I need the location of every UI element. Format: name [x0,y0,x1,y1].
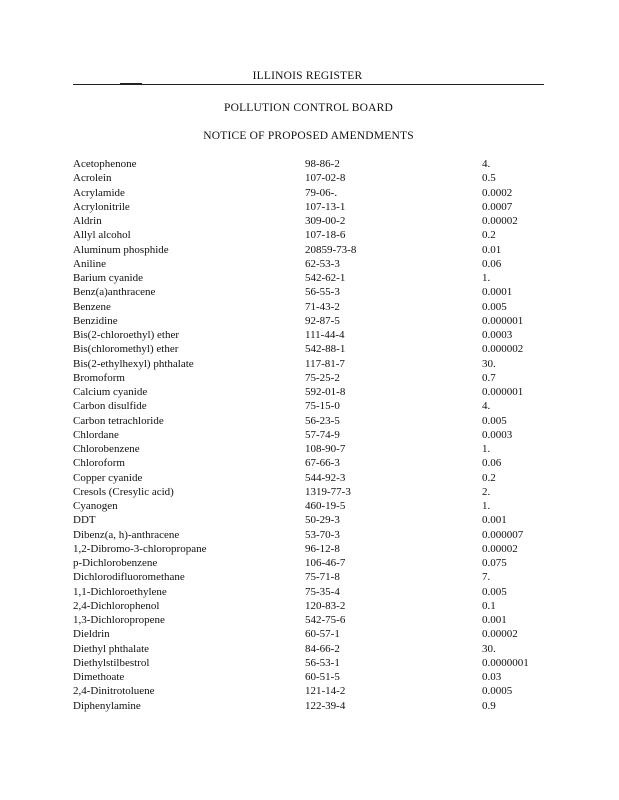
cas-number: 121-14-2 [305,685,346,698]
table-row [73,585,573,599]
cas-number: 460-19-5 [305,500,346,512]
board-title: POLLUTION CONTROL BOARD [223,102,393,114]
cas-number: 111-44-4 [305,329,345,341]
constituent-name: Calcium cyanide [73,386,148,398]
table-row [73,171,573,185]
cas-number: 60-51-5 [305,671,340,683]
table-row [73,399,573,413]
table-row [73,485,573,499]
limit-value: 0.03 [482,671,502,683]
cas-number: 592-01-8 [305,386,346,398]
table-row [73,357,573,371]
limit-value: 0.1 [482,599,496,612]
limit-value: 0.01 [482,243,502,256]
cas-number: 79-06-. [305,186,338,199]
constituent-name: 2,4-Dinitrotoluene [73,685,155,698]
table-row [73,328,573,342]
limit-value: 0.06 [482,457,502,470]
table-row [73,314,573,328]
limit-value: 0.2 [482,229,496,242]
constituent-name: Aniline [73,257,106,270]
constituent-name: Carbon disulfide [73,400,147,413]
table-row [73,642,573,656]
constituent-name: Allyl alcohol [73,229,131,242]
limit-value: 4. [482,400,491,413]
cas-number: 98-86-2 [305,158,340,170]
cas-number: 120-83-2 [305,599,346,612]
constituent-name: Cresols (Cresylic acid) [73,485,174,498]
table-row [73,385,573,399]
table-row [73,599,573,613]
limit-value: 0.0000001 [482,656,529,669]
constituent-name: Diethylstilbestrol [73,656,150,669]
table-row [73,186,573,200]
table-row [73,456,573,470]
limit-value: 4. [482,158,491,170]
header-rule [73,84,544,85]
constituent-name: Diphenylamine [73,699,141,712]
cas-number: 75-25-2 [305,371,340,384]
cas-number: 75-71-8 [305,571,340,584]
limit-value: 0.001 [482,514,507,527]
cas-number: 84-66-2 [305,642,340,655]
cas-number: 56-55-3 [305,286,340,299]
table-row [73,471,573,485]
table-row [73,699,573,713]
table-row [73,542,573,556]
cas-number: 122-39-4 [305,699,346,712]
cas-number: 62-53-3 [305,257,340,270]
constituent-name: Dibenz(a, h)-anthracene [73,528,180,541]
limit-value: 0.5 [482,172,496,185]
cas-number: 75-35-4 [305,585,340,598]
cas-number: 542-75-6 [305,614,346,626]
constituent-name: Bis(2-chloroethyl) ether [73,329,179,341]
limit-value: 0.005 [482,300,507,313]
limit-value: 7. [482,571,491,584]
table-row [73,513,573,527]
limit-value: 0.06 [482,257,502,270]
constituent-name: DDT [73,514,96,527]
constituent-name: Barium cyanide [73,272,143,284]
limit-value: 0.075 [482,557,507,569]
limit-value: 0.0002 [482,186,513,199]
constituent-name: Aluminum phosphide [73,243,169,256]
limit-value: 1. [482,500,491,512]
table-row [73,243,573,257]
table-row [73,613,573,627]
table-row [73,200,573,214]
cas-number: 542-62-1 [305,272,346,284]
limit-value: 0.005 [482,585,507,598]
cas-number: 117-81-7 [305,357,345,370]
limit-value: 2. [482,485,491,498]
cas-number: 542-88-1 [305,343,346,356]
limit-value: 0.00002 [482,628,518,641]
table-row [73,157,573,171]
constituent-name: Bis(chloromethyl) ether [73,343,179,356]
cas-number: 107-02-8 [305,172,346,185]
constituent-name: Carbon tetrachloride [73,414,164,427]
limit-value: 0.0007 [482,200,513,213]
limit-value: 0.000001 [482,386,524,398]
constituent-name: Copper cyanide [73,471,143,484]
limit-value: 0.0001 [482,286,513,299]
table-row [73,257,573,271]
cas-number: 60-57-1 [305,628,340,641]
header-rule-mark [120,83,142,85]
limit-value: 0.000002 [482,343,524,356]
table-row [73,285,573,299]
cas-number: 92-87-5 [305,314,340,327]
limit-value: 0.9 [482,699,496,712]
constituent-name: Acrylonitrile [73,200,130,213]
limit-value: 0.005 [482,414,507,427]
table-row [73,570,573,584]
limit-value: 0.0005 [482,685,513,698]
limit-value: 1. [482,443,491,455]
limit-value: 0.00002 [482,542,518,555]
limit-value: 30. [482,642,496,655]
cas-number: 57-74-9 [305,428,340,441]
limit-value: 0.7 [482,371,496,384]
constituent-name: Dichlorodifluoromethane [73,571,185,584]
cas-number: 56-23-5 [305,414,340,427]
constituent-name: Benz(a)anthracene [73,286,156,299]
table-row [73,271,573,285]
constituent-name: Acrolein [73,172,112,185]
constituent-name: Diethyl phthalate [73,642,150,655]
limit-value: 30. [482,357,496,370]
cas-number: 106-46-7 [305,557,346,569]
cas-number: 544-92-3 [305,471,346,484]
cas-number: 107-13-1 [305,200,346,213]
table-row [73,342,573,356]
table-row [73,556,573,570]
cas-number: 96-12-8 [305,542,340,555]
constituent-name: Chlorobenzene [73,443,140,455]
constituent-name: Bromoform [73,371,125,384]
cas-number: 75-15-0 [305,400,340,413]
cas-number: 309-00-2 [305,215,346,227]
table-row [73,528,573,542]
constituent-name: 1,2-Dibromo-3-chloropropane [73,542,207,555]
limit-value: 0.000007 [482,528,524,541]
cas-number: 20859-73-8 [305,243,357,256]
table-row [73,228,573,242]
constituent-name: Chlordane [73,428,119,441]
cas-number: 67-66-3 [305,457,340,470]
table-row [73,300,573,314]
constituent-name: Benzidine [73,314,118,327]
constituent-name: Bis(2-ethylhexyl) phthalate [73,357,194,370]
constituent-name: Dieldrin [73,628,110,641]
table-row [73,670,573,684]
limit-value: 0.001 [482,614,507,626]
cas-number: 56-53-1 [305,656,340,669]
constituent-name: Cyanogen [73,500,118,512]
register-title: ILLINOIS REGISTER [252,70,363,82]
constituent-name: Aldrin [73,215,102,227]
constituent-name: 1,1-Dichloroethylene [73,585,167,598]
constituent-name: 2,4-Dichlorophenol [73,599,160,612]
table-row [73,371,573,385]
table-row [73,627,573,641]
cas-number: 71-43-2 [305,300,340,313]
limit-value: 0.2 [482,471,496,484]
cas-number: 108-90-7 [305,443,346,455]
constituent-table [73,157,573,713]
constituent-name: Acrylamide [73,186,125,199]
limit-value: 0.00002 [482,215,518,227]
table-row [73,214,573,228]
table-row [73,414,573,428]
constituent-name: Benzene [73,300,111,313]
limit-value: 0.0003 [482,329,513,341]
constituent-name: 1,3-Dichloropropene [73,614,165,626]
cas-number: 107-18-6 [305,229,346,242]
constituent-name: Dimethoate [73,671,125,683]
table-row [73,656,573,670]
cas-number: 53-70-3 [305,528,340,541]
limit-value: 0.0003 [482,428,513,441]
constituent-name: Acetophenone [73,158,137,170]
limit-value: 1. [482,272,491,284]
table-row [73,428,573,442]
constituent-name: Chloroform [73,457,125,470]
cas-number: 50-29-3 [305,514,340,527]
cas-number: 1319-77-3 [305,485,351,498]
table-row [73,684,573,698]
limit-value: 0.000001 [482,314,524,327]
table-row [73,499,573,513]
table-row [73,442,573,456]
notice-title: NOTICE OF PROPOSED AMENDMENTS [203,130,414,142]
constituent-name: p-Dichlorobenzene [73,557,158,569]
